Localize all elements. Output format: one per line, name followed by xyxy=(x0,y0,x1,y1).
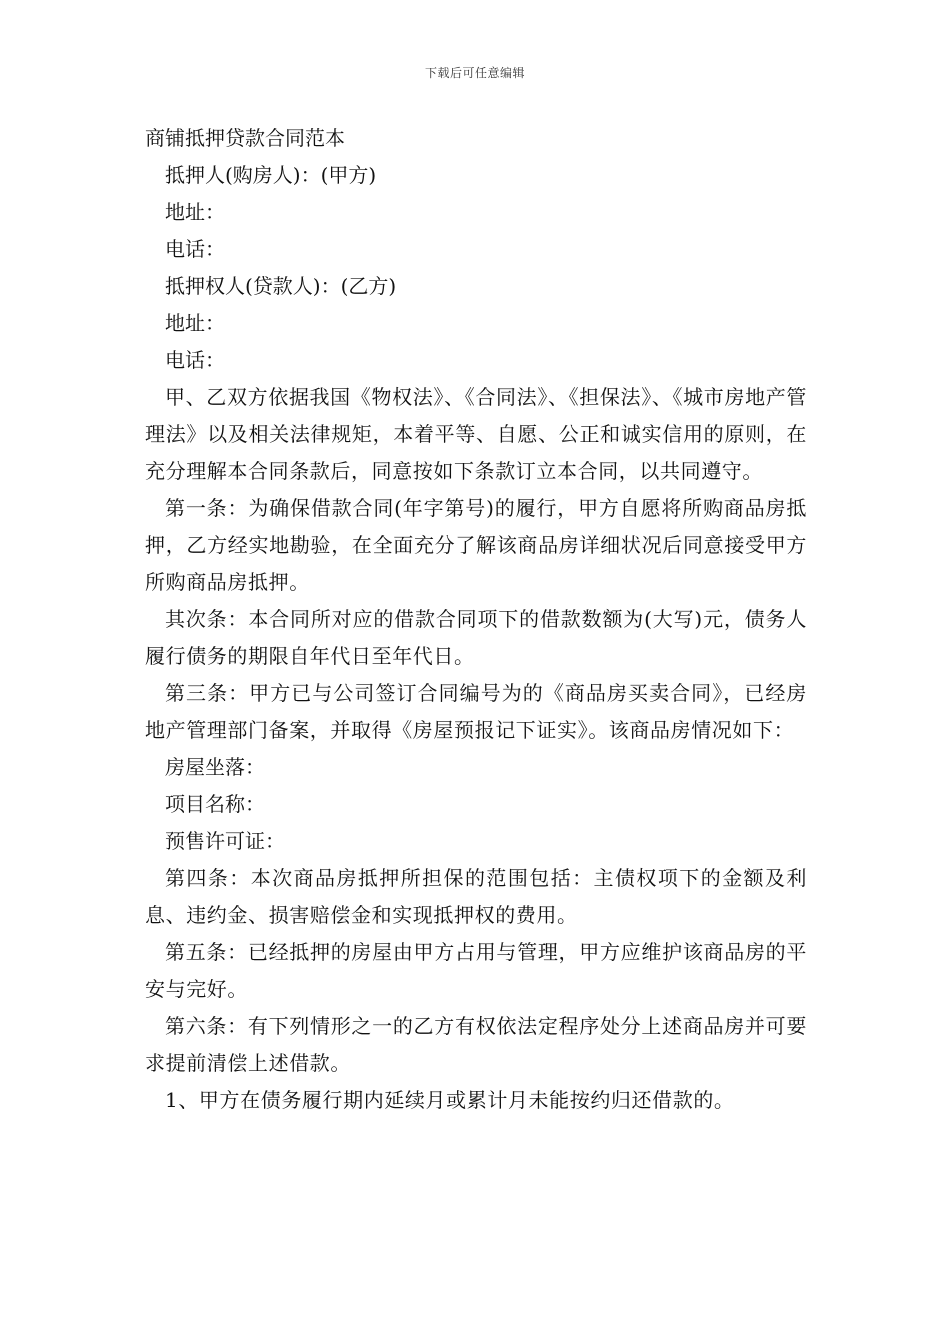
document-title: 商铺抵押贷款合同范本 xyxy=(145,126,345,150)
mortgagee-phone-label: 电话： xyxy=(165,348,225,372)
article-5: 第五条：已经抵押的房屋由甲方占用与管理，甲方应维护该商品房的平安与完好。 xyxy=(145,940,807,1001)
mortgagor-label: 抵押人(购房人)：(甲方) xyxy=(165,163,377,187)
property-location-label: 房屋坐落： xyxy=(165,755,265,779)
preamble-paragraph: 甲、乙双方依据我国《物权法》、《合同法》、《担保法》、《城市房地产管理法》以及相关法律规矩，本着平等、自愿、公正和诚实信用的原则，在充分理解本合同条款后，同意按如下条款订立本合同，以共同遵守。 xyxy=(145,385,807,483)
article-6-item-1: 1、甲方在债务履行期内延续月或累计月未能按约归还借款的。 xyxy=(165,1088,735,1112)
article-2: 其次条：本合同所对应的借款合同项下的借款数额为(大写)元，债务人履行债务的期限自年代日至年代日。 xyxy=(145,607,807,668)
article-4: 第四条：本次商品房抵押所担保的范围包括：主债权项下的金额及利息、违约金、损害赔偿金和实现抵押权的费用。 xyxy=(145,866,807,927)
presale-permit-label: 预售许可证： xyxy=(165,829,285,853)
mortgagee-label: 抵押权人(贷款人)：(乙方) xyxy=(165,274,397,298)
page-header-note: 下载后可任意编辑 xyxy=(424,66,525,80)
project-name-label: 项目名称： xyxy=(165,792,265,816)
document-body xyxy=(145,120,807,1119)
article-1: 第一条：为确保借款合同(年字第号)的履行，甲方自愿将所购商品房抵押，乙方经实地勘验，在全面充分了解该商品房详细状况后同意接受甲方所购商品房抵押。 xyxy=(145,496,807,594)
mortgagor-phone-label: 电话： xyxy=(165,237,225,261)
article-3: 第三条：甲方已与公司签订合同编号为的《商品房买卖合同》，已经房地产管理部门备案，并取得《房屋预报记下证实》。该商品房情况如下： xyxy=(145,681,807,742)
mortgagor-address-label: 地址： xyxy=(165,200,225,224)
article-6: 第六条：有下列情形之一的乙方有权依法定程序处分上述商品房并可要求提前清偿上述借款。 xyxy=(145,1014,807,1075)
mortgagee-address-label: 地址： xyxy=(165,311,225,335)
